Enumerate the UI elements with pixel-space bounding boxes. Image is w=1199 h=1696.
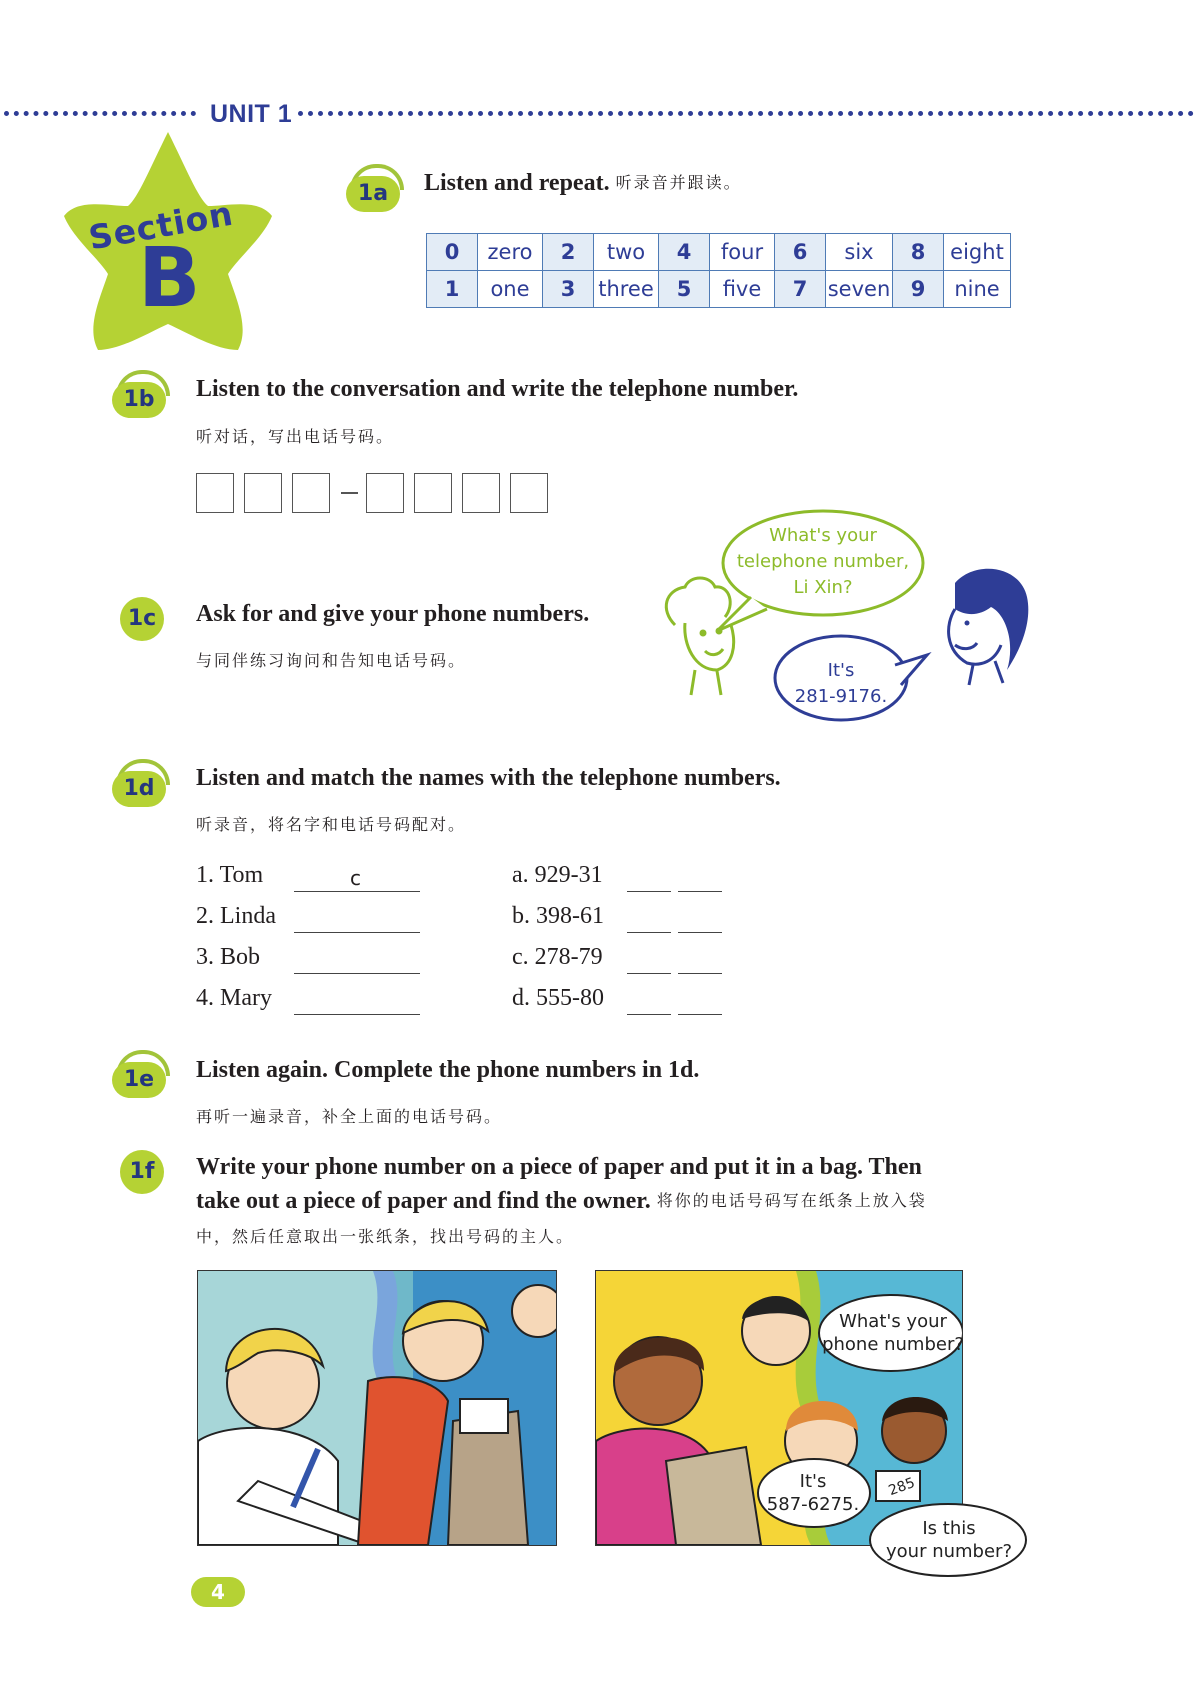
answer-value: c <box>350 866 361 890</box>
answer-line[interactable] <box>294 932 420 933</box>
ex1e-title: Listen again. Complete the phone numbers in 1d. <box>196 1057 700 1083</box>
badge-1a: 1a <box>344 168 404 210</box>
number-item: a. 929-31 <box>512 862 603 888</box>
word-cell: three <box>594 271 659 308</box>
ex1b-title-zh: 听对话，写出电话号码。 <box>196 427 395 446</box>
number-table <box>426 233 1011 308</box>
number-blank[interactable] <box>627 973 671 974</box>
comic-question-2: Is this your number? <box>886 1518 1012 1562</box>
comic-question-1: What's your phone number? <box>822 1311 964 1355</box>
comic-answer: It's 587-6275. <box>766 1471 860 1515</box>
badge-1e: 1e <box>110 1054 170 1096</box>
word-cell: eight <box>944 234 1011 271</box>
phone-digit-box[interactable] <box>462 473 500 513</box>
ex1c-title: Ask for and give your phone numbers. <box>196 601 590 627</box>
word-cell: four <box>710 234 775 271</box>
phone-digit-box[interactable] <box>366 473 404 513</box>
comic-paper-note: 285 <box>886 1474 918 1500</box>
word-cell: seven <box>826 271 893 308</box>
number-blank[interactable] <box>627 932 671 933</box>
name-item: 2. Linda <box>196 903 276 929</box>
page-number: 4 <box>191 1577 245 1607</box>
word-cell: two <box>594 234 659 271</box>
boy-face-icon <box>949 569 1029 685</box>
name-item: 4. Mary <box>196 985 272 1011</box>
digit-cell: 7 <box>775 271 826 308</box>
digit-cell: 4 <box>659 234 710 271</box>
bubble-answer: It's 281-9176. <box>794 660 888 707</box>
badge-1b: 1b <box>110 374 170 416</box>
section-letter: B <box>138 231 201 326</box>
badge-1f: 1f <box>114 1148 174 1190</box>
digit-cell: 5 <box>659 271 710 308</box>
header-dotted-line-right <box>298 111 1194 116</box>
ex1d-title-zh: 听录音，将名字和电话号码配对。 <box>196 815 467 834</box>
phone-digit-box[interactable] <box>196 473 234 513</box>
answer-line[interactable] <box>294 1014 420 1015</box>
phone-digit-box[interactable] <box>292 473 330 513</box>
name-item: 1. Tom <box>196 862 264 888</box>
word-cell: five <box>710 271 775 308</box>
digit-cell: 6 <box>775 234 826 271</box>
word-cell: one <box>478 271 543 308</box>
ex1f-line2-zh: 将你的电话号码写在纸条上放入袋 <box>656 1191 927 1210</box>
ex1a-title: Listen and repeat. 听录音并跟读。 <box>424 170 742 196</box>
name-item: 3. Bob <box>196 944 261 970</box>
badge-1c: 1c <box>114 595 174 637</box>
number-blank[interactable] <box>678 891 722 892</box>
ex1b-title: Listen to the conversation and write the telephone number. <box>196 376 799 402</box>
bubble-question: What's your telephone number, Li Xin? <box>736 525 910 598</box>
section-label: Section <box>85 193 237 258</box>
digit-cell: 1 <box>427 271 478 308</box>
digit-cell: 3 <box>543 271 594 308</box>
ex1f-line1: Write your phone number on a piece of paper and put it in a bag. Then <box>196 1154 922 1180</box>
number-blank[interactable] <box>678 973 722 974</box>
unit-title: UNIT 1 <box>210 100 293 128</box>
phone-digit-box[interactable] <box>244 473 282 513</box>
number-blank[interactable] <box>627 891 671 892</box>
number-item: d. 555-80 <box>512 985 604 1011</box>
word-cell: zero <box>478 234 543 271</box>
digit-cell: 9 <box>893 271 944 308</box>
answer-line[interactable] <box>294 891 420 892</box>
number-blank[interactable] <box>678 1014 722 1015</box>
phone-dash <box>341 492 358 494</box>
number-blank[interactable] <box>627 1014 671 1015</box>
ex1e-title-zh: 再听一遍录音，补全上面的电话号码。 <box>196 1107 503 1126</box>
ex1c-title-zh: 与同伴练习询问和告知电话号码。 <box>196 651 467 670</box>
digit-cell: 8 <box>893 234 944 271</box>
comic-scene-writing <box>198 1271 556 1545</box>
number-item: c. 278-79 <box>512 944 603 970</box>
word-cell: nine <box>944 271 1011 308</box>
header-dotted-line-left <box>4 111 196 116</box>
number-item: b. 398-61 <box>512 903 604 929</box>
word-cell: six <box>826 234 893 271</box>
badge-1d: 1d <box>110 763 170 805</box>
ex1d-title: Listen and match the names with the telephone numbers. <box>196 765 781 791</box>
ex1a-title-zh: 听录音并跟读。 <box>615 173 742 192</box>
ex1f-line3-zh: 中，然后任意取出一张纸条，找出号码的主人。 <box>196 1227 575 1246</box>
digit-cell: 0 <box>427 234 478 271</box>
girl-face-icon <box>666 578 733 695</box>
digit-cell: 2 <box>543 234 594 271</box>
phone-digit-box[interactable] <box>414 473 452 513</box>
ex1f-line2: take out a piece of paper and find the owner. 将你的电话号码写在纸条上放入袋 <box>196 1188 927 1214</box>
number-blank[interactable] <box>678 932 722 933</box>
answer-line[interactable] <box>294 973 420 974</box>
comic-panel-1 <box>197 1270 557 1546</box>
phone-digit-box[interactable] <box>510 473 548 513</box>
